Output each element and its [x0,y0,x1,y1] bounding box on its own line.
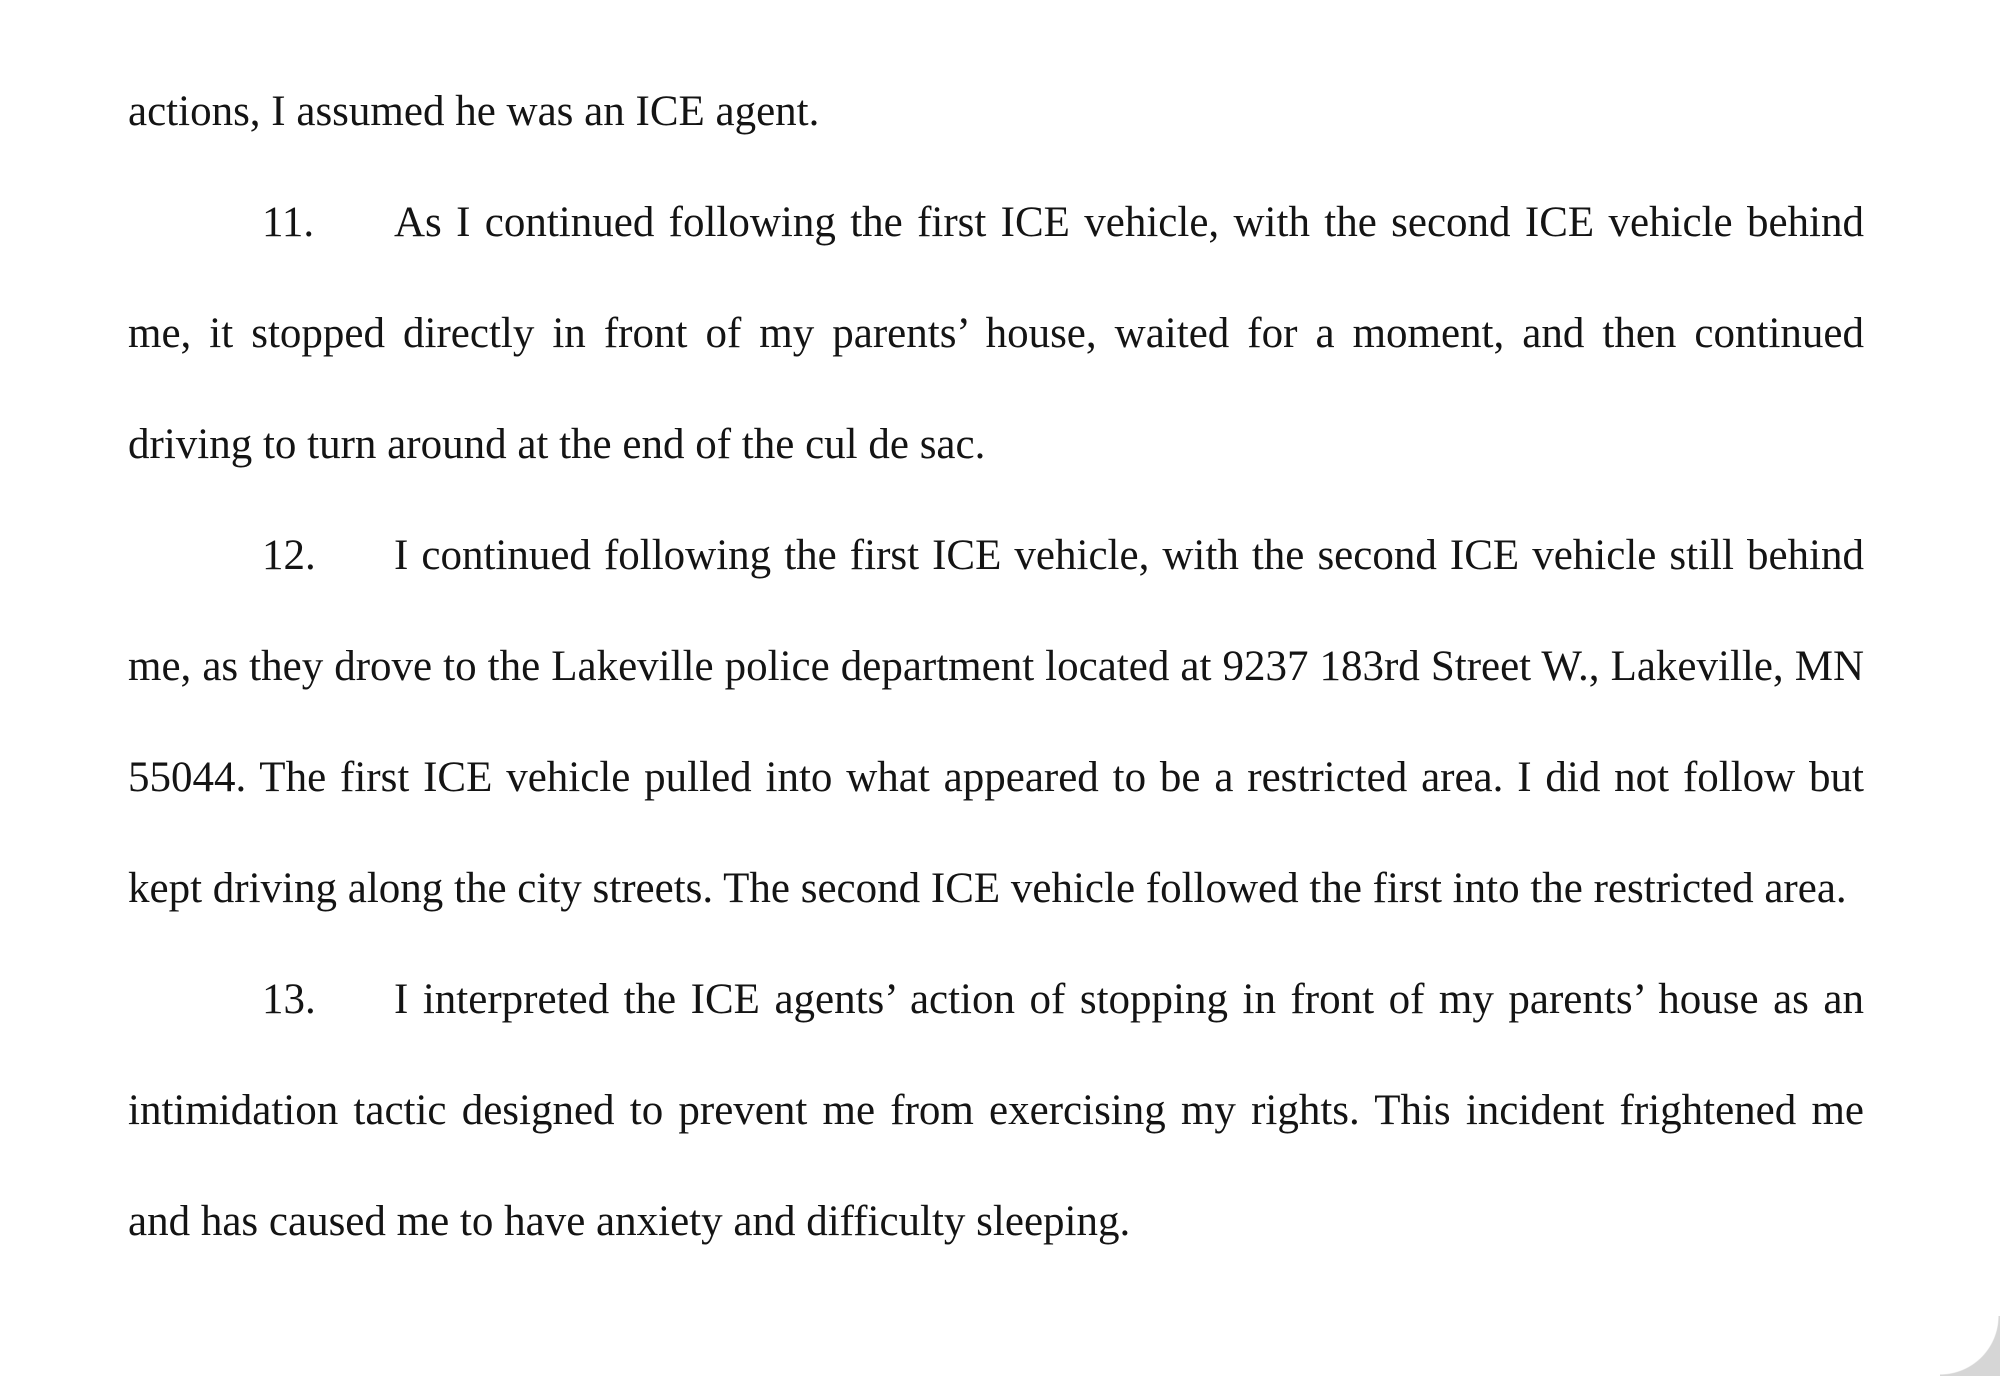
paragraph-13 [128,944,1864,1277]
paragraph-11 [128,167,1864,500]
window-corner [1940,1316,2000,1376]
paragraph-number: 11. [262,199,315,246]
paragraph-text: I interpreted the ICE agents’ action of stopping in front of my parents’ house as an intimidation tactic designed to prevent me from exercising my rights. This incident frightened me and has caused me to have anxiety and difficulty sleeping. [128,976,1864,1245]
paragraph-12 [128,500,1864,944]
document-body [128,56,1864,1277]
paragraph-number: 13. [262,976,316,1023]
paragraph-text: As I continued following the first ICE vehicle, with the second ICE vehicle behind me, it stopped directly in front of my parents’ house, waited for a moment, and then continued driving to turn around at the end of the cul de sac. [128,199,1864,468]
continuation-paragraph: actions, I assumed he was an ICE agent. [128,88,820,135]
paragraph-number: 12. [262,532,316,579]
paragraph-text: I continued following the first ICE vehicle, with the second ICE vehicle still behind me, as they drove to the Lakeville police department located at 9237 183rd Street W., Lakeville, MN 55044. The first ICE vehicle pulled into what appeared to be a restricted area. I did not follow but kept driving along the city streets. The second ICE vehicle followed the first into the restricted area. [128,532,1864,912]
